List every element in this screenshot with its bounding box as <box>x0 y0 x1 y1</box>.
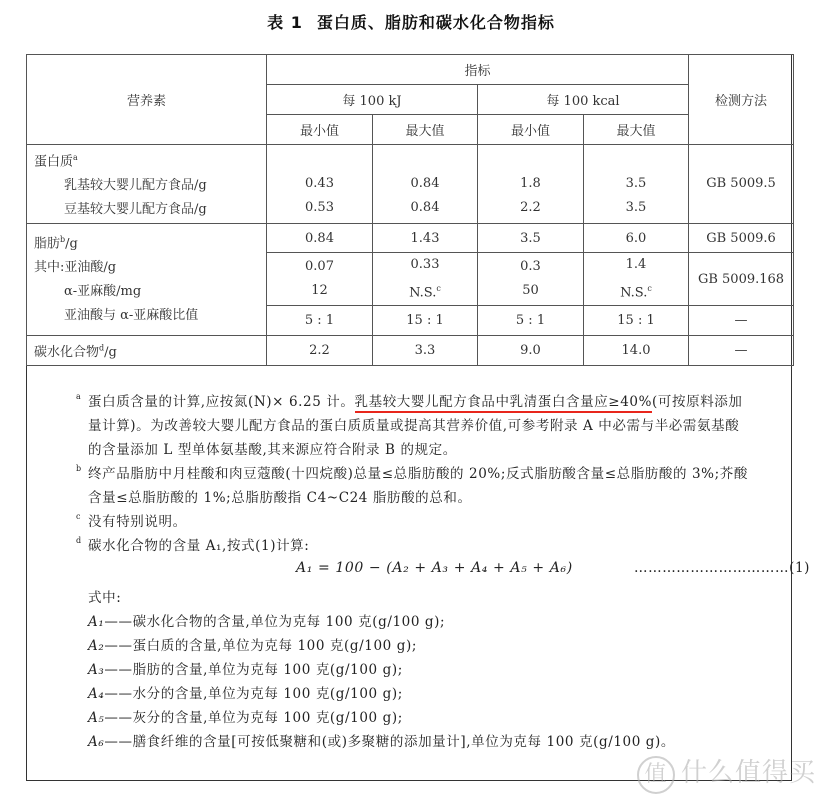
header-indicator: 指标 <box>267 55 689 85</box>
table-row-carb: 碳水化合物$^d$/g 2.2 3.3 9.0 14.0 — <box>27 336 794 366</box>
table-row-protein: 蛋白质$^a$ 乳基较大婴儿配方食品/g 豆基较大婴儿配方食品/g 0.43 0.53 0.84 0.84 1.8 2.2 3.5 3.5 GB 5009.5 <box>27 145 794 224</box>
ratio-label: 亚油酸与 α-亚麻酸比值 <box>64 308 199 324</box>
carb-method: — <box>689 336 794 366</box>
header-method: 检测方法 <box>689 55 794 145</box>
protein-method: GB 5009.5 <box>689 145 794 224</box>
highlighted-whey-requirement: 乳基较大婴儿配方食品中乳清蛋白含量应≥40% <box>355 394 653 413</box>
carb-label: 碳水化合物$^d$/g <box>34 344 117 361</box>
table-row-fatty-acids: 0.07 12 0.33 N.S.$^c$ 0.3 50 1.4 N.S.$^c$ GB 5009.168 <box>27 253 794 306</box>
fatty-acid-method: GB 5009.168 <box>689 253 794 306</box>
soy-label: 豆基较大婴儿配方食品/g <box>64 202 207 218</box>
table-row-ratio: 5 : 1 15 : 1 5 : 1 15 : 1 — <box>27 306 794 336</box>
header-kj-min: 最小值 <box>267 115 373 145</box>
header-per-kcal: 每 100 kcal <box>478 85 689 115</box>
header-kcal-max: 最大值 <box>584 115 689 145</box>
ratio-method: — <box>689 306 794 336</box>
formula-ref: ……………………………(1) <box>634 560 811 576</box>
watermark: 值 什么值得买 <box>637 752 816 794</box>
header-nutrient: 营养素 <box>27 55 267 145</box>
header-per-kj: 每 100 kJ <box>267 85 478 115</box>
alpha-label: α-亚麻酸/mg <box>64 284 142 300</box>
table-title <box>0 10 822 33</box>
header-kcal-min: 最小值 <box>478 115 584 145</box>
nutrient-table <box>26 54 794 366</box>
linoleic-label: 其中:亚油酸/g <box>34 260 117 276</box>
protein-label: 蛋白质$^a$ <box>34 152 78 170</box>
fat-method: GB 5009.6 <box>689 224 794 253</box>
fat-label: 脂肪$^b$/g <box>34 235 78 252</box>
table-row-fat: 脂肪$^b$/g 其中:亚油酸/g α-亚麻酸/mg 亚油酸与 α-亚麻酸比值 0.84 1.43 3.5 6.0 GB 5009.6 <box>27 224 794 253</box>
table-number: 表 1 <box>267 13 303 32</box>
table-caption: 蛋白质、脂肪和碳水化合物指标 <box>316 13 555 32</box>
milk-label: 乳基较大婴儿配方食品/g <box>64 178 207 194</box>
header-kj-max: 最大值 <box>373 115 478 145</box>
formula: A₁ = 100 − (A₂ + A₃ + A₄ + A₅ + A₆) <box>296 560 573 576</box>
watermark-logo-icon: 值 <box>637 756 675 794</box>
